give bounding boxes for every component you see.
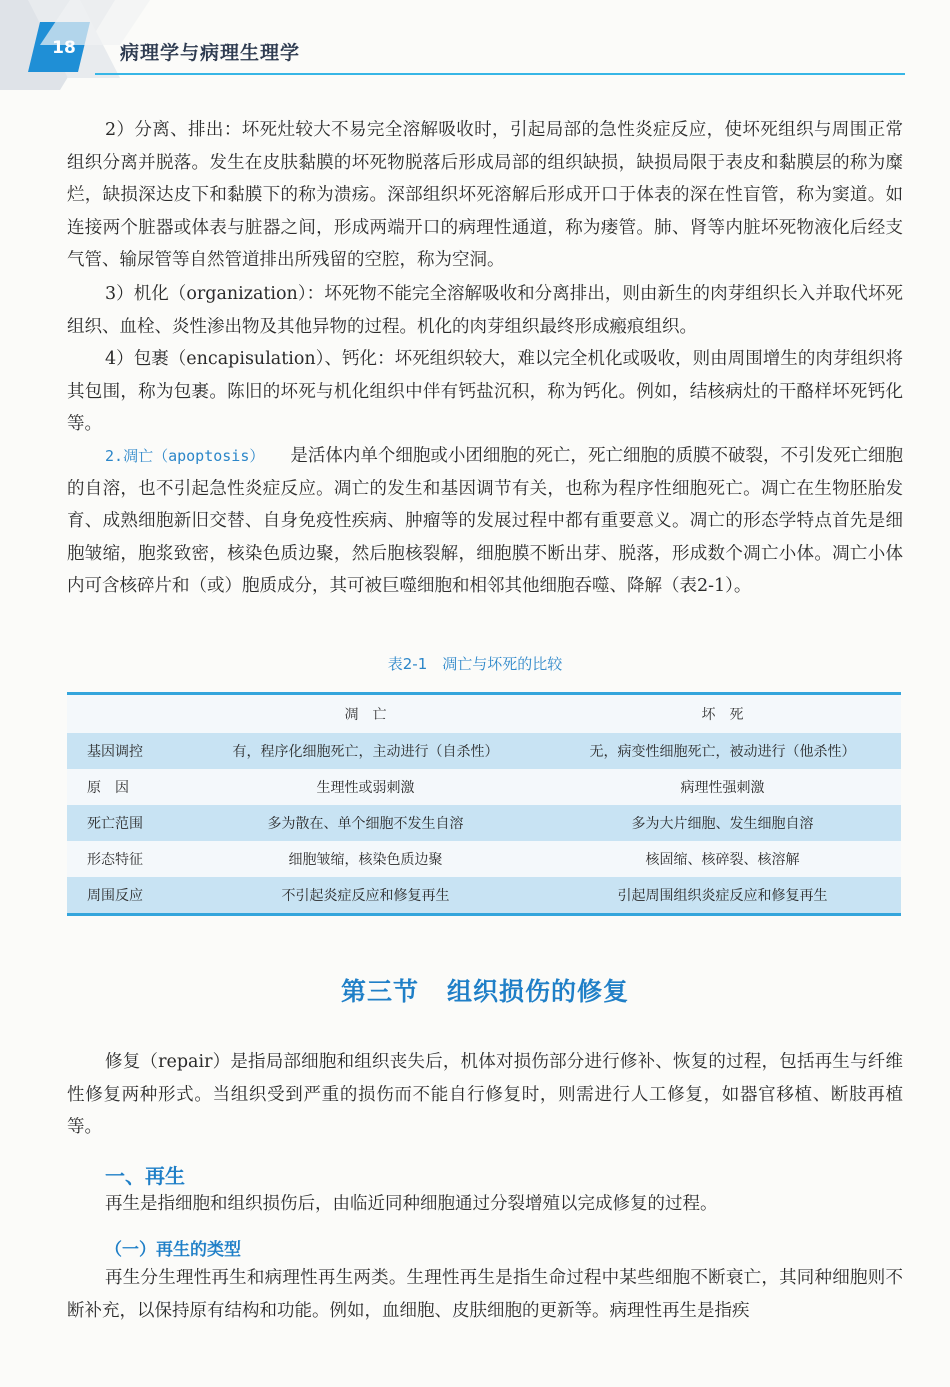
row-label: 形态特征 — [67, 841, 187, 877]
table-row — [67, 733, 901, 769]
paragraph-text: 修复（repair）是指局部细胞和组织丧失后，机体对损伤部分进行修补、恢复的过程，包括再生与纤维性修复两种形式。当组织受到严重的损伤而不能自行修复时，则需进行人工修复，如器官移植、断肢再植等。 — [67, 1052, 903, 1137]
paragraph-text: 是活体内单个细胞或小团细胞的死亡，死亡细胞的质膜不破裂，不引发死亡细胞的自溶，也不引起急性炎症反应。凋亡的发生和基因调节有关，也称为程序性细胞死亡。凋亡在生物胚胎发育、成熟细胞新旧交替、自身免疫性疾病、肿瘤等的发展过程中都有重要意义。凋亡的形态学特点首先是细胞皱缩，胞浆致密，核染色质边聚，然后胞核裂解，细胞膜不断出芽、脱落，形成数个凋亡小体。凋亡小体内可含核碎片和（或）胞质成分，其可被巨噬细胞和相邻其他细胞吞噬、降解（表2-1）。 — [67, 446, 904, 596]
section-number: 第三节 — [340, 977, 419, 1006]
table-cell: 无，病变性细胞死亡，被动进行（他杀性） — [544, 733, 901, 769]
table-header-cell: 坏 死 — [701, 707, 744, 723]
paragraph-text: 2）分离、排出：坏死灶较大不易完全溶解吸收时，引起局部的急性炎症反应，使坏死组织与周围正常组织分离并脱落。发生在皮肤黏膜的坏死物脱落后形成局部的组织缺损，缺损局限于表皮和黏膜层的称为糜烂，缺损深达皮下和黏膜下的称为溃疡。深部组织坏死溶解后形成开口于体表的深在性盲管，称为窦道。如连接两个脏器或体表与脏器之间，形成两端开口的病理性通道，称为瘘管。肺、肾等内脏坏死物液化后经支气管、输尿管等自然管道排出所残留的空腔，称为空洞。 — [67, 120, 903, 270]
heading-regeneration-types: （一）再生的类型 — [105, 1240, 241, 1260]
table-cell: 细胞皱缩，核染色质边聚 — [187, 841, 544, 877]
paragraph-organization — [67, 278, 903, 343]
paragraph-text: 再生是指细胞和组织损伤后，由临近同种细胞通过分裂增殖以完成修复的过程。 — [105, 1194, 718, 1214]
table-row — [67, 805, 901, 841]
row-label: 死亡范围 — [67, 805, 187, 841]
header-rule — [95, 73, 905, 75]
table-row — [67, 841, 901, 877]
table-header-cell: 凋 亡 — [344, 707, 387, 723]
paragraph-apoptosis — [67, 440, 903, 603]
table-cell: 生理性或弱刺激 — [187, 769, 544, 805]
page-header — [0, 0, 950, 90]
table-header-row — [67, 694, 901, 734]
page-number: 18 — [52, 38, 76, 58]
section-name: 组织损伤的修复 — [447, 977, 630, 1006]
book-title: 病理学与病理生理学 — [120, 42, 301, 64]
table-cell: 有，程序化细胞死亡，主动进行（自杀性） — [187, 733, 544, 769]
paragraph-separation — [67, 114, 903, 277]
row-label: 周围反应 — [67, 877, 187, 915]
paragraph-encapsulation — [67, 343, 903, 441]
paragraph-regeneration — [67, 1188, 903, 1221]
table-cell: 多为散在、单个细胞不发生自溶 — [187, 805, 544, 841]
paragraph-text: 3）机化（organization）：坏死物不能完全溶解吸收和分离排出，则由新生的肉芽组织长入并取代坏死组织、血栓、炎性渗出物及其他异物的过程。机化的肉芽组织最终形成瘢痕组织。 — [67, 284, 903, 337]
table-cell: 不引起炎症反应和修复再生 — [187, 877, 544, 915]
row-label: 基因调控 — [67, 733, 187, 769]
paragraph-text: 再生分生理性再生和病理性再生两类。生理性再生是指生命过程中某些细胞不断衰亡，其同种细胞则不断补充，以保持原有结构和功能。例如，血细胞、皮肤细胞的更新等。病理性再生是指疾 — [67, 1268, 903, 1321]
section-title — [0, 972, 950, 1008]
paragraph-text: 4）包裹（encapisulation）、钙化：坏死组织较大，难以完全机化或吸收，则由周围增生的肉芽组织将其包围，称为包裹。陈旧的坏死与机化组织中伴有钙盐沉积，称为钙化。例如，结核病灶的干酪样坏死钙化等。 — [67, 349, 903, 434]
paragraph-regeneration-types — [67, 1262, 903, 1327]
heading-regeneration: 一、再生 — [105, 1164, 185, 1188]
table-header-cell — [67, 694, 187, 734]
table-row — [67, 769, 901, 805]
table-row — [67, 877, 901, 915]
table-caption: 表2-1 凋亡与坏死的比较 — [387, 655, 563, 673]
table-cell: 多为大片细胞、发生细胞自溶 — [544, 805, 901, 841]
paragraph-repair — [67, 1046, 903, 1144]
row-label: 原 因 — [67, 769, 187, 805]
table-cell: 核固缩、核碎裂、核溶解 — [544, 841, 901, 877]
table-cell: 引起周围组织炎症反应和修复再生 — [544, 877, 901, 915]
comparison-table — [67, 692, 901, 916]
table-cell: 病理性强刺激 — [544, 769, 901, 805]
apoptosis-heading: 2.凋亡（apoptosis） — [105, 447, 265, 465]
